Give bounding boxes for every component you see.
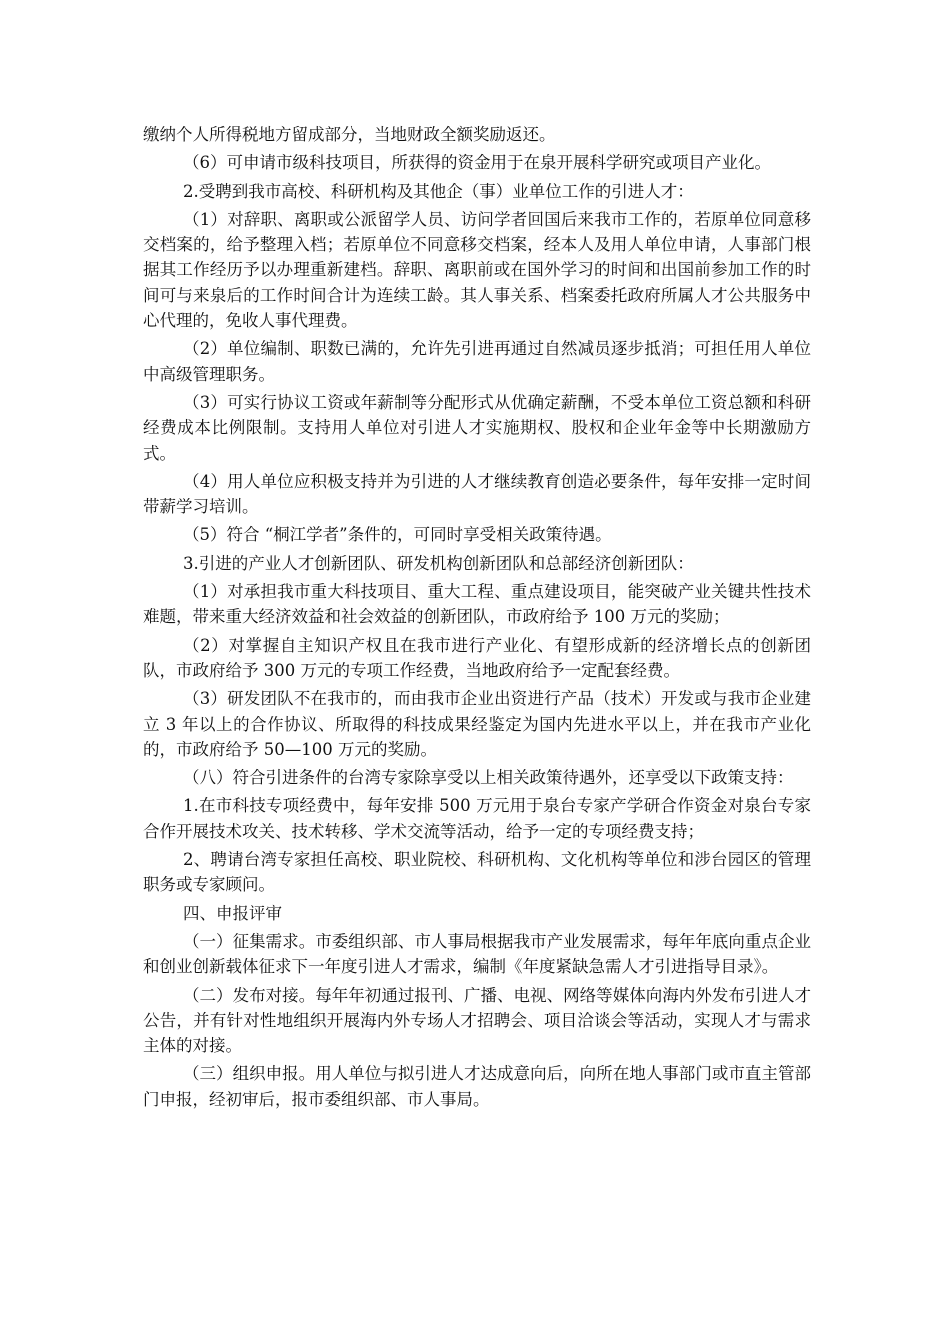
document-body bbox=[143, 122, 811, 1112]
paragraph-team-item-1: （1）对承担我市重大科技项目、重大工程、重点建设项目，能突破产业关键共性技术难题，带来重大经济效益和社会效益的创新团队，市政府给予 100 万元的奖励； bbox=[143, 582, 811, 627]
paragraph-review-step-2: （二）发布对接。每年年初通过报刊、广播、电视、网络等媒体向海内外发布引进人才公告，并有针对性地组织开展海内外专场人才招聘会、项目洽谈会等活动，实现人才与需求主体的对接。 bbox=[143, 985, 811, 1056]
paragraph-team-item-2: （2）对掌握自主知识产权且在我市进行产业化、有望形成新的经济增长点的创新团队，市政府给予 300 万元的专项工作经费，当地政府给予一定配套经费。 bbox=[143, 635, 811, 680]
paragraph-review-step-3: （三）组织申报。用人单位与拟引进人才达成意向后，向所在地人事部门或市直主管部门申报，经初审后，报市委组织部、市人事局。 bbox=[143, 1064, 811, 1109]
paragraph-item-1-archives: （1）对辞职、离职或公派留学人员、访问学者回国后来我市工作的，若原单位同意移交档案的，给予整理入档；若原单位不同意移交档案，经本人及用人单位申请，人事部门根据其工作经历予以办理重新建档。辞职、离职前或在国外学习的时间和出国前参加工作的时间可与来泉后的工作时间合计为连续工龄。其人事关系、档案委托政府所属人才公共服务中心代理的，免收人事代理费。 bbox=[143, 209, 811, 331]
paragraph-section-8-taiwan: （八）符合引进条件的台湾专家除享受以上相关政策待遇外，还享受以下政策支持： bbox=[183, 768, 794, 788]
section-heading-application-review: 四、申报评审 bbox=[183, 903, 282, 923]
paragraph-taiwan-item-1: 1.在市科技专项经费中，每年安排 500 万元用于泉台专家产学研合作资金对泉台专家合作开展技术攻关、技术转移、学术交流等活动，给予一定的专项经费支持； bbox=[143, 796, 811, 841]
paragraph-team-item-3: （3）研发团队不在我市的，而由我市企业出资进行产品（技术）开发或与我市企业建立 3 年以上的合作协议、所取得的科技成果经鉴定为国内先进水平以上，并在我市产业化的，市政府给予 50—100 万元的奖励。 bbox=[143, 689, 811, 759]
paragraph-item-5-scholar: （5）符合 “桐江学者”条件的，可同时享受相关政策待遇。 bbox=[183, 525, 612, 545]
paragraph-item-2-staffing: （2）单位编制、职数已满的，允许先引进再通过自然减员逐步抵消；可担任用人单位中高级管理职务。 bbox=[143, 339, 811, 384]
paragraph-tax-refund: 缴纳个人所得税地方留成部分，当地财政全额奖励返还。 bbox=[143, 125, 556, 144]
paragraph-taiwan-item-2: 2、聘请台湾专家担任高校、职业院校、科研机构、文化机构等单位和涉台园区的管理职务或专家顾问。 bbox=[143, 850, 811, 895]
paragraph-item-6: （6）可申请市级科技项目，所获得的资金用于在泉开展科学研究或项目产业化。 bbox=[183, 153, 771, 173]
paragraph-section-2-heading: 2.受聘到我市高校、科研机构及其他企（事）业单位工作的引进人才： bbox=[183, 181, 694, 201]
paragraph-item-3-salary: （3）可实行协议工资或年薪制等分配形式从优确定薪酬，不受本单位工资总额和科研经费成本比例限制。支持用人单位对引进人才实施期权、股权和企业年金等中长期激励方式。 bbox=[143, 392, 811, 463]
paragraph-item-4-training: （4）用人单位应积极支持并为引进的人才继续教育创造必要条件，每年安排一定时间带薪学习培训。 bbox=[143, 471, 811, 517]
paragraph-review-step-1: （一）征集需求。市委组织部、市人事局根据我市产业发展需求，每年年底向重点企业和创业创新载体征求下一年度引进人才需求，编制《年度紧缺急需人才引进指导目录》。 bbox=[143, 931, 811, 977]
paragraph-section-3-heading: 3.引进的产业人才创新团队、研发机构创新团队和总部经济创新团队： bbox=[183, 553, 694, 573]
